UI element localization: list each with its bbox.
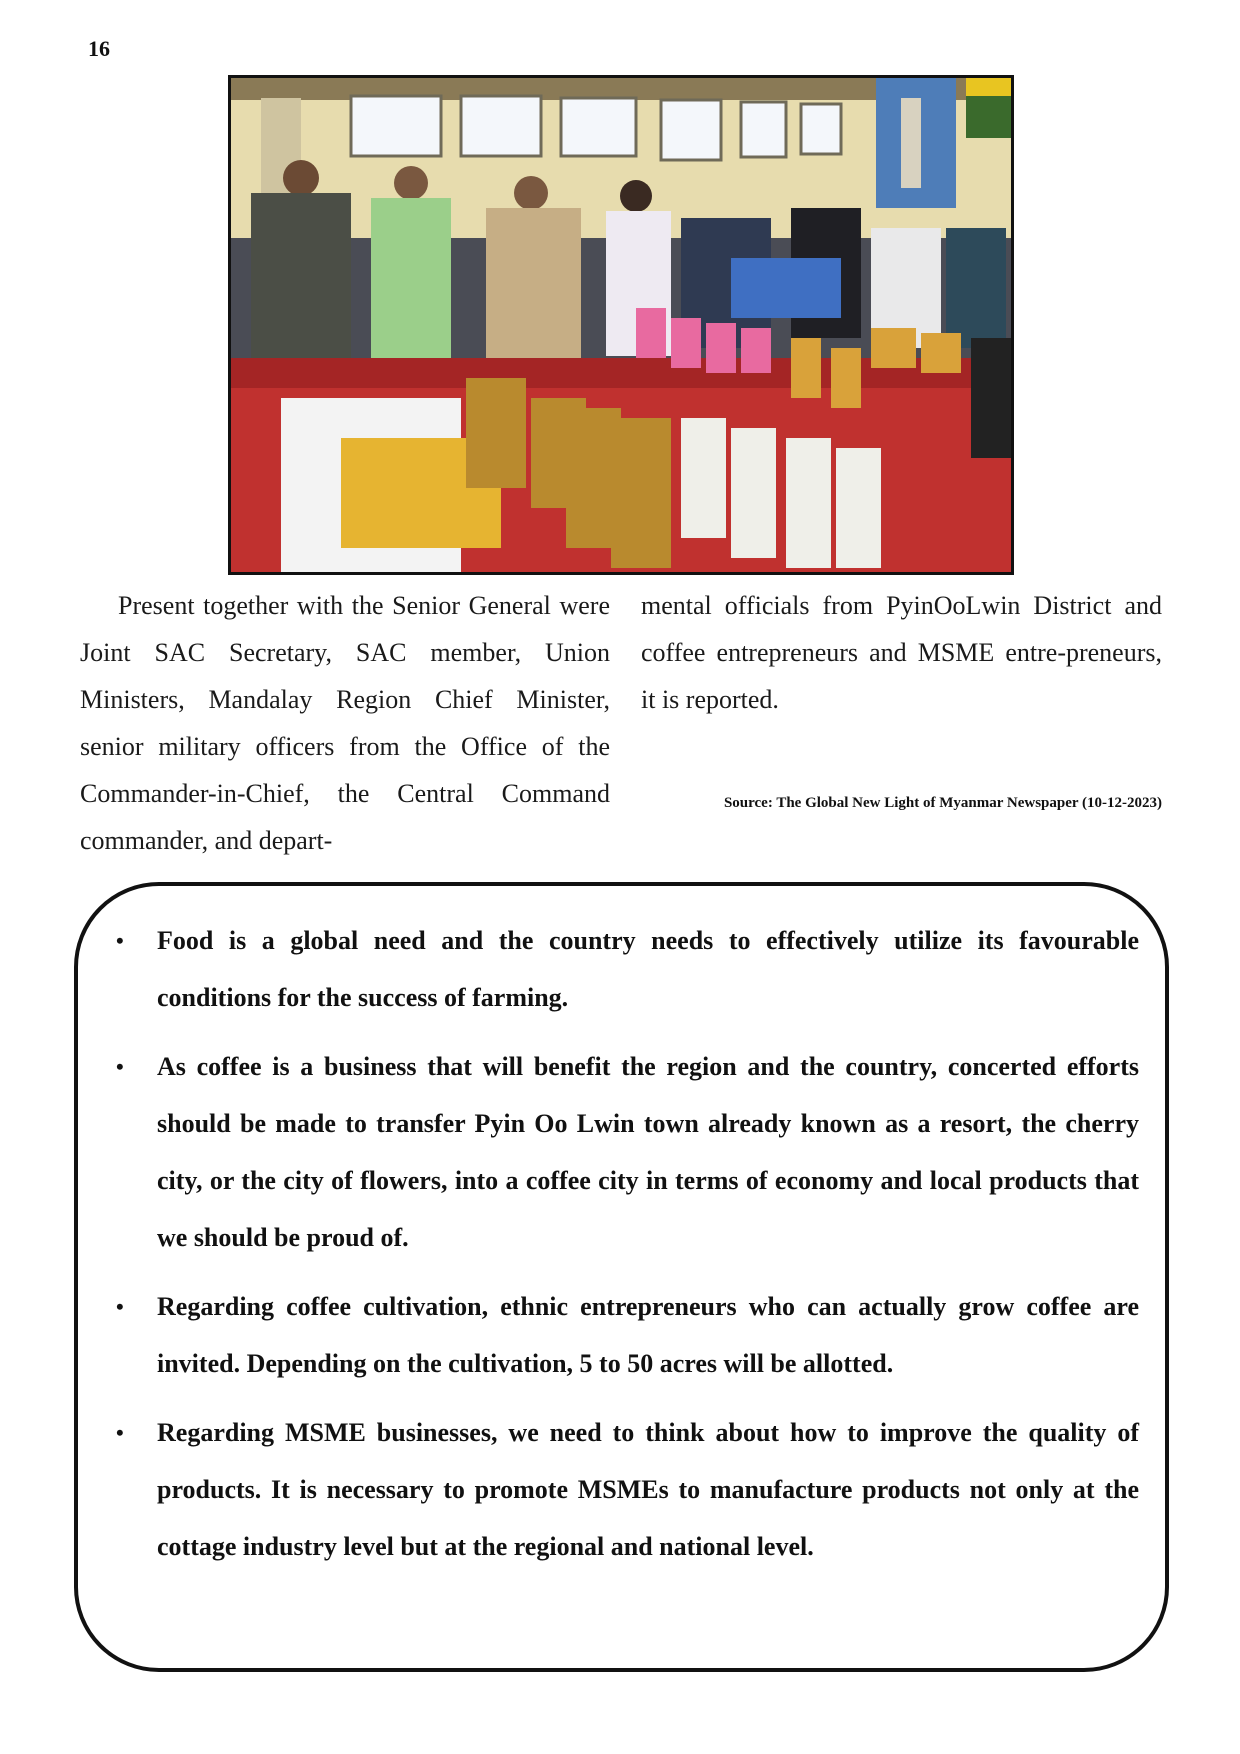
bullet-icon: • xyxy=(116,928,124,953)
highlight-text: Food is a global need and the country needs to effectively utilize its favourable conditions for the success of farming. xyxy=(157,926,1139,1012)
highlight-text: Regarding MSME businesses, we need to think about how to improve the quality of products. It is necessary to promote MSMEs to manufacture products not only at the cottage industry level but at the regional and national level. xyxy=(157,1418,1139,1561)
highlight-item xyxy=(116,1278,1139,1392)
article-paragraph-left: Present together with the Senior General were Joint SAC Secretary, SAC member, Union Ministers, Mandalay Region Chief Minister, senior military officers from the Office of the Commander-in-Chief, the Central Command commander, and depart- xyxy=(80,591,610,855)
hall-windows xyxy=(351,96,841,160)
article-paragraph-right: mental officials from PyinOoLwin District and coffee entrepreneurs and MSME entre-preneurs, it is reported. xyxy=(641,591,1162,714)
highlights-box xyxy=(74,882,1169,1672)
highlight-text: Regarding coffee cultivation, ethnic entrepreneurs who can actually grow coffee are invited. Depending on the cultivation, 5 to 50 acres will be allotted. xyxy=(157,1292,1139,1378)
bullet-icon: • xyxy=(116,1294,124,1319)
clock-tower xyxy=(901,98,921,188)
exhibition-photo xyxy=(228,75,1014,575)
highlight-item xyxy=(116,912,1139,1026)
article-left-column xyxy=(80,582,610,864)
exhibition-photo-illustration xyxy=(231,78,1011,572)
source-citation: Source: The Global New Light of Myanmar Newspaper (10-12-2023) xyxy=(723,795,1162,811)
highlight-item xyxy=(116,1038,1139,1266)
article-right-column xyxy=(641,582,1162,723)
dark-bag xyxy=(971,338,1011,458)
highlight-item xyxy=(116,1404,1139,1575)
page-number: 16 xyxy=(88,36,110,61)
highlights-list xyxy=(116,912,1139,1587)
bullet-icon: • xyxy=(116,1420,124,1445)
bullet-icon: • xyxy=(116,1054,124,1079)
highlight-text: As coffee is a business that will benefit the region and the country, concerted efforts should be made to transfer Pyin Oo Lwin town already known as a resort, the cherry city, or the city of flowers, into a coffee city in terms of economy and local products that we should be proud of. xyxy=(157,1052,1139,1252)
